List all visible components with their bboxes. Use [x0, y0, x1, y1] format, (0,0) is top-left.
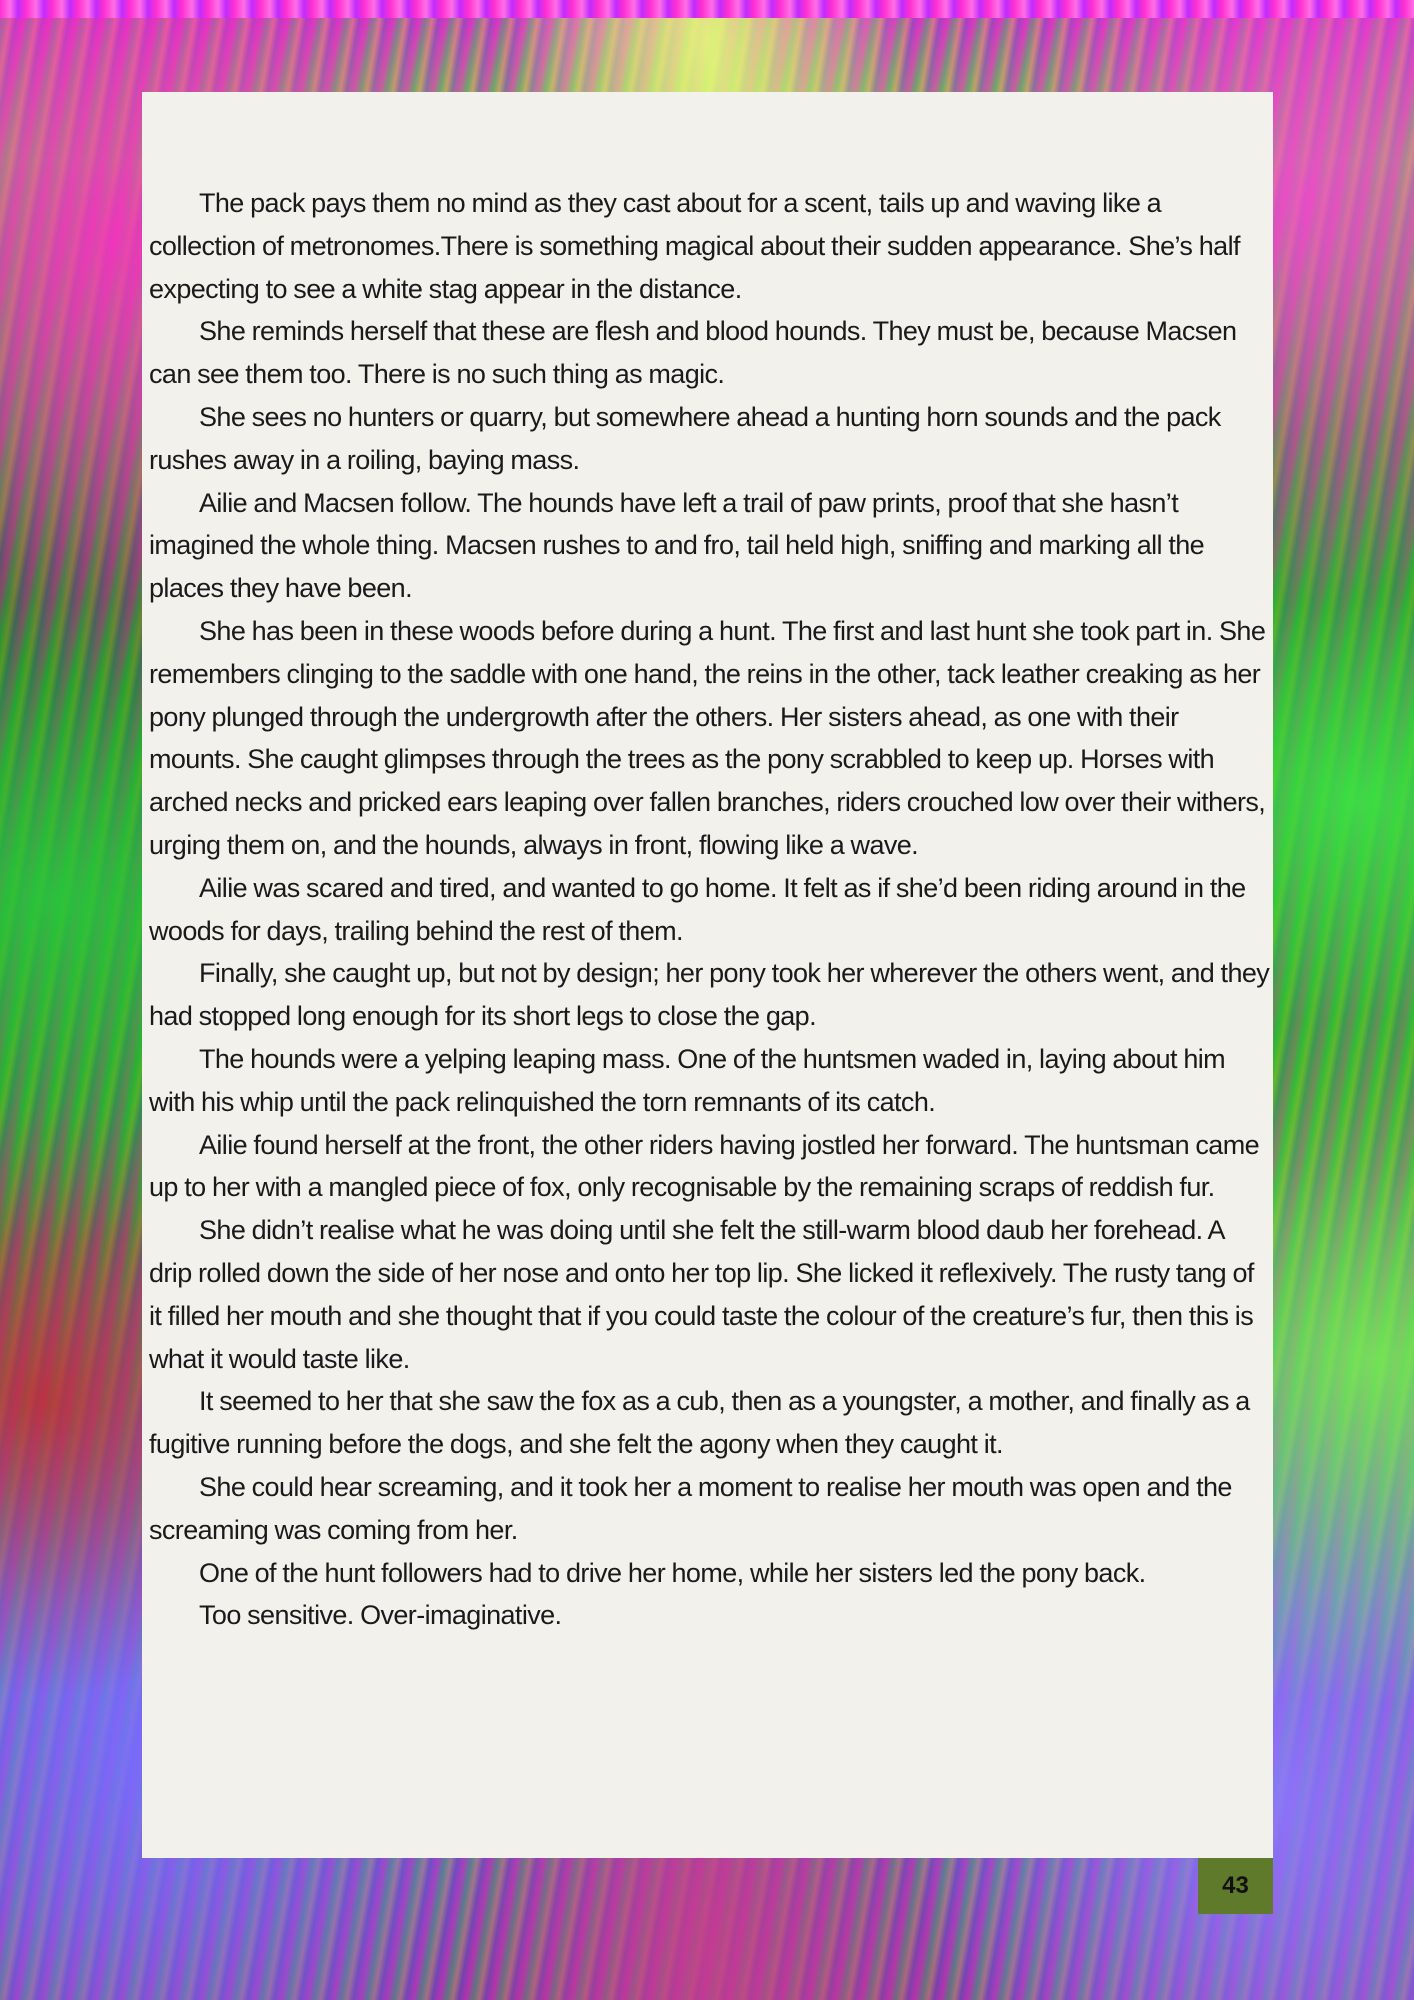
paragraph: Ailie and Macsen follow. The hounds have left a trail of paw prints, proof that she hasn’t imagined the whole thing. Macsen rushes to and fro, tail held high, sniffing and marking all the places they have been. [149, 487, 1205, 604]
paragraph: The pack pays them no mind as they cast about for a scent, tails up and waving like a collection of metronomes.There is something magical about their sudden appearance. She’s half expecting to see a white stag appear in the distance. [149, 188, 1240, 304]
paragraph: She reminds herself that these are flesh and blood hounds. They must be, because Macsen can see them too. There is no such thing as magic. [149, 316, 1237, 390]
paragraph: One of the hunt followers had to drive her home, while her sisters led the pony back. [199, 1557, 1146, 1588]
paragraph: The hounds were a yelping leaping mass. One of the huntsmen waded in, laying about him with his whip until the pack relinquished the torn remnants of its catch. [149, 1043, 1226, 1117]
paragraph: It seemed to her that she saw the fox as a cub, then as a youngster, a mother, and finally as a fugitive running before the dogs, and she felt the agony when they caught it. [149, 1386, 1250, 1460]
story-body [149, 182, 1271, 1637]
text-page [142, 92, 1273, 1858]
paragraph: Too sensitive. Over-imaginative. [199, 1600, 562, 1631]
paragraph: Finally, she caught up, but not by design; her pony took her wherever the others went, and they had stopped long enough for its short legs to close the gap. [149, 958, 1270, 1032]
paragraph: Ailie found herself at the front, the other riders having jostled her forward. The huntsman came up to her with a mangled piece of fox, only recognisable by the remaining scraps of reddish fur. [149, 1129, 1260, 1203]
paragraph: She didn’t realise what he was doing until she felt the still-warm blood daub her forehead. A drip rolled down the side of her nose and onto her top lip. She licked it reflexively. The rusty tang of it filled her mouth and she thought that if you could taste the colour of the creature’s fur, then this is what it would taste like. [149, 1215, 1254, 1374]
paragraph: She has been in these woods before during a hunt. The first and last hunt she took part in. She remembers clinging to the saddle with one hand, the reins in the other, tack leather creaking as her pony plunged through the undergrowth after the others. Her sisters ahead, as one with their mounts. She caught glimpses through the trees as the pony scrabbled to keep up. Horses with arched necks and pricked ears leaping over fallen branches, riders crouched low over their withers, urging them on, and the hounds, always in front, flowing like a wave. [149, 615, 1266, 860]
paragraph: She could hear screaming, and it took her a moment to realise her mouth was open and the screaming was coming from her. [149, 1471, 1232, 1545]
paragraph: Ailie was scared and tired, and wanted to go home. It felt as if she’d been riding around in the woods for days, trailing behind the rest of them. [149, 872, 1246, 946]
top-border-strip [0, 0, 1414, 18]
paragraph: She sees no hunters or quarry, but somewhere ahead a hunting horn sounds and the pack rushes away in a roiling, baying mass. [149, 401, 1221, 475]
page-number: 43 [1198, 1858, 1273, 1914]
